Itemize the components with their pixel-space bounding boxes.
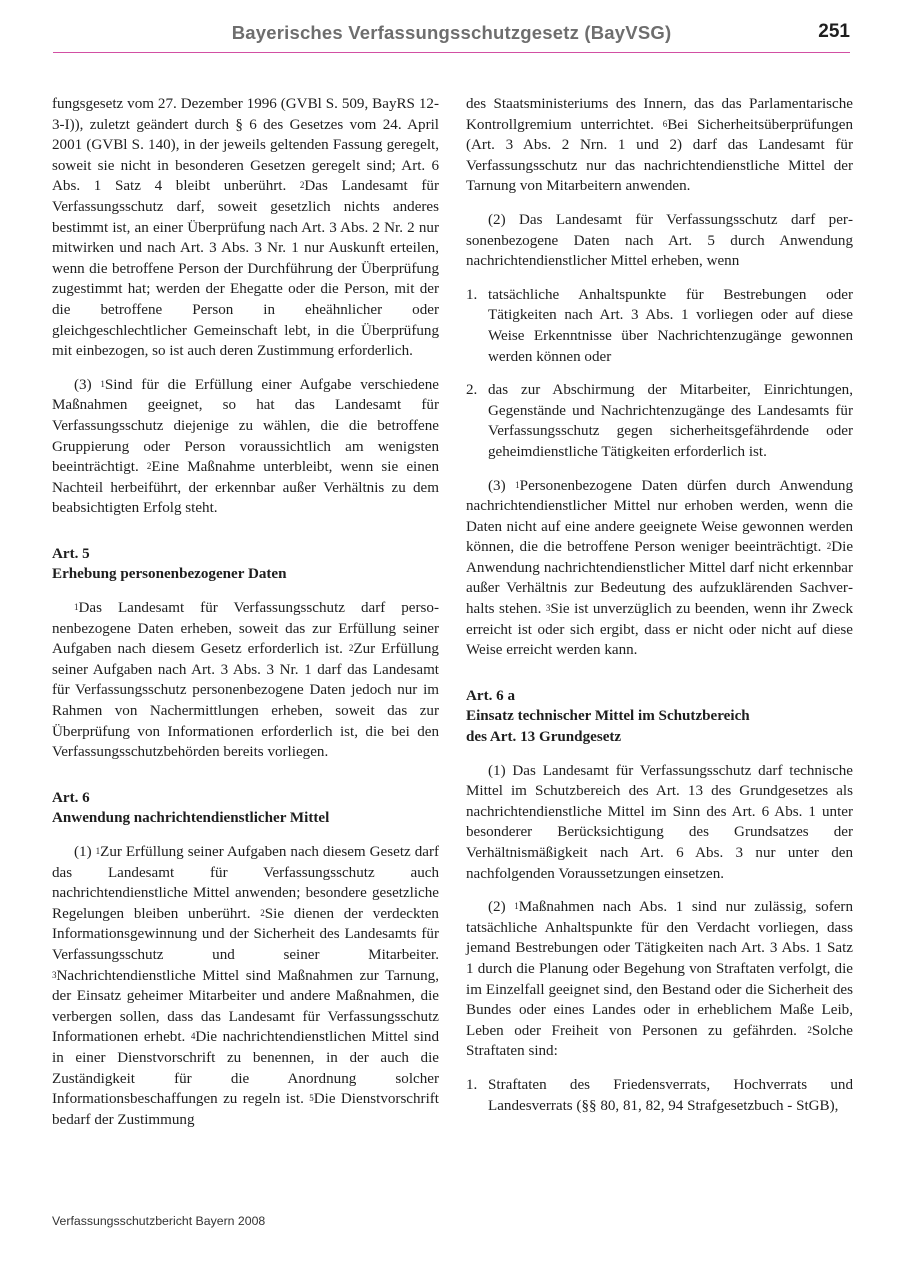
sentence-number: 2 <box>826 541 832 552</box>
art6-paragraph-3 <box>466 476 853 661</box>
art6a-paragraph-1: (1) Das Landesamt für Verfassungsschutz darf technische Mittel im Schutzbereich des Art. 13 des Grundgesetzes als nachrichtendienstliche Mittel im Sinn des Art. 6 Abs. 1 unter besonderer Berücksichtigung des Grundsatzes der Verhältnismäßigkeit nach Art. 6 Abs. 3 nur unter den nachfolgenden Voraussetzungen einsetzen. <box>466 762 853 882</box>
page-footer: Verfassungsschutzbericht Bayern 2008 <box>52 1214 266 1228</box>
sentence: Nachrichtendienstliche Mittel sind Maßnahmen zur Tarnung, der Einsatz geheimer Mitarbeiter und andere Maßnahmen, die verbergen sollen, dass das Landesamt für Verfassungsschutz Informationen erhebt. <box>52 967 439 1046</box>
conditions-list <box>466 285 853 463</box>
article-heading-art6 <box>52 788 439 829</box>
article-title: Erhebung personenbezogener Daten <box>52 566 287 583</box>
page-number: 251 <box>818 21 850 42</box>
sentence-number: 1 <box>95 846 101 856</box>
article-heading-art6a <box>466 686 853 748</box>
sentence-number: 2 <box>146 461 152 472</box>
article-heading-art5 <box>52 544 439 585</box>
sentence: Sind für die Erfüllung einer Aufgabe verschiedene Maßnahmen geeignet, so hat das Landesamt für Verfassungsschutz diejenige zu wählen, die die betroffene Gruppierung oder Person voraussichtlich am wenigsten beeinträchtigt. <box>52 376 439 476</box>
article-number: Art. 6 a <box>466 687 516 704</box>
list-item <box>466 285 853 367</box>
sentence: Die nachrichtendienstlichen Mittel sind in einer Dienstvorschrift zu benennen, in der auch die Zuständigkeit für die Anordnung solcher Informationsbeschaffungen zu regeln ist. <box>52 1029 439 1108</box>
art5-paragraph <box>52 598 439 763</box>
left-column <box>52 94 439 1130</box>
article-number: Art. 5 <box>52 545 90 562</box>
sentence-number: 3 <box>52 969 57 980</box>
sentence: Zur Erfüllung seiner Aufgaben nach Art. 3 Abs. 3 Nr. 1 darf das Landesamt für Verfassungsschutz personenbezogene Daten jedoch nur im Rahmen von Nachermittlungen erheben, soweit das zur Überprüfung von Informationen erforderlich ist, die bei den Verfassungsschutzbehörden bereits vorliegen. <box>52 641 439 761</box>
sentence: Die Anwendung nachrichtendienstlicher Mittel darf nicht erkennbar außer Verhältnis zur Bedeutung des aufzuklärenden Sachverhalts stehen. <box>466 539 854 618</box>
list-item <box>466 380 853 462</box>
sentence-number: 1 <box>74 602 79 613</box>
running-header-title: Bayerisches Verfassungsschutzgesetz (BayVSG) <box>231 22 672 43</box>
sentence: Das Landesamt für Verfassungsschutz darf personenbezogene Daten erheben, soweit das zur Erfüllung seiner Aufgaben nach diesem Gesetz erforderlich ist. <box>52 600 439 658</box>
sentence-number: 3 <box>545 603 551 614</box>
list-item <box>466 1075 853 1116</box>
paragraph-continuation <box>466 94 853 197</box>
sentence-number: 2 <box>299 180 305 191</box>
sentence-number: 4 <box>190 1031 196 1042</box>
paragraph-marker: (3) <box>488 477 516 494</box>
sentence: Personenbezogene Daten dürfen durch Anwendung nachrichtendienstlicher Mittel nur erhoben werden, wenn die Daten nicht auf eine andere geeignete Weise gewonnen werden können, die die betroffene Person weniger beeinträchtigt. <box>466 477 853 556</box>
article-title: Anwendung nachrichtendienstlicher Mittel <box>52 810 330 827</box>
sentence: Das Landesamt für Verfassungsschutz darf, soweit gesetzlich nichts anderes bestimmt ist, an einer Überprüfung nach Art. 3 Abs. 2 Nr. 2 nur mitwirken und nach Art. 3 Abs. 3 Nr. 1 nur Auskunft erteilen, wenn die betroffene Person der Durchführung der Überprüfung zugestimmt hat; werden der Ehegatte oder die Person, mit der die betroffene Person in eheähnlicher oder gleichgeschlechtlicher Gemeinschaft lebt, in die Überprüfung mit einbezogen, so ist auch deren Zustimmung erforderlich. <box>52 178 439 360</box>
paragraph-marker: (1) <box>74 844 96 860</box>
sentence: Die Dienstvorschrift bedarf der Zustimmung <box>52 1091 439 1128</box>
sentence-number: 2 <box>260 907 265 918</box>
right-column <box>466 94 853 1116</box>
art6a-paragraph-2 <box>466 897 853 1062</box>
list-text: tatsächliche Anhaltspunkte für Bestrebungen oder Tätigkeiten nach Art. 3 Abs. 1 vorliegen oder auf diese Weise Erkenntnisse über Nachrichtenzugänge gewonnen werden können oder <box>488 286 853 365</box>
sentence: Zur Erfüllung seiner Aufgaben nach diesem Gesetz darf das Landesamt für Verfassungsschutz auch nachrichtendienstliche Mittel anwenden; besondere gesetzliche Regelungen bleiben unberührt. <box>52 844 439 922</box>
running-header <box>53 18 850 53</box>
sentence: fungsgesetz vom 27. Dezember 1996 (GVBl S. 509, BayRS 12-3-I)), zuletzt geändert durch § 6 des Gesetzes vom 24. April 2001 (GVBl S. 140), in der jeweils geltenden Fassung geregelt, soweit sie nicht in besonderen Gesetzen geregelt sind; Art. 6 Abs. 1 Satz 4 bleibt unberührt. <box>52 96 439 195</box>
art6-paragraph-2: (2) Das Landesamt für Verfassungsschutz darf personenbezogene Daten nach Art. 5 durch Anwendung nachrichtendienstlicher Mittel erheben, wenn <box>466 211 853 270</box>
sentence: Sie dienen der verdeckten Informationsgewinnung und der Sicherheit des Landesamts für Verfassungsschutz und seiner Mitarbeiter. <box>52 905 439 963</box>
sentence-number: 6 <box>662 118 668 129</box>
article-title: Einsatz technischer Mittel im Schutzbereich <box>466 708 750 725</box>
article-number: Art. 6 <box>52 789 90 806</box>
sentence: Solche Straftaten sind: <box>466 1022 853 1060</box>
list-number: 2. <box>466 382 478 399</box>
offences-list <box>466 1075 853 1116</box>
sentence-number: 5 <box>309 1093 314 1104</box>
sentence: Sie ist unverzüglich zu beenden, wenn ihr Zweck erreicht ist oder sich ergibt, dass er nicht oder nicht auf diese Weise erreicht werden kann. <box>466 601 853 659</box>
paragraph-continuation <box>52 94 439 362</box>
sentence-number: 2 <box>348 643 354 654</box>
list-number: 1. <box>466 286 478 303</box>
paragraph-marker: (2) <box>488 899 515 916</box>
sentence-number: 2 <box>807 1024 812 1035</box>
sentence-number: 1 <box>100 378 105 389</box>
article-title: des Art. 13 Grundgesetz <box>466 729 622 746</box>
list-number: 1. <box>466 1076 478 1093</box>
sentence-number: 1 <box>515 479 520 490</box>
art6-paragraph-1 <box>52 842 439 1130</box>
list-text: das zur Abschirmung der Mitarbeiter, Einrichtungen, Gegenstände und Nachrichtenzugänge des Landesamts für Verfassungsschutz gegen sicherheitsgefährdende oder geheimdienstliche Tätigkeiten erforderlich ist. <box>488 382 853 460</box>
sentence: Eine Maßnahme unterbleibt, wenn sie einen Nachteil herbeiführt, der erkennbar außer Verhältnis zu dem beabsichtigten Erfolg steht. <box>52 459 440 517</box>
sentence: Maßnahmen nach Abs. 1 sind nur zulässig, sofern tatsächliche Anhaltspunkte für den Verdacht vorliegen, dass jemand Bestrebungen oder Tätigkeiten nach Art. 3 Abs. 1 Satz 1 durch die Planung oder Begehung von Straftaten verfolgt, die im Einzelfall geeignet sind, den Bestand oder die Sicherheit des Bundes oder eines Landes oder in erheblichem Maße Leib, Leben oder Freiheit von Personen zu gefährden. <box>466 899 853 1039</box>
sentence-number: 1 <box>514 901 519 912</box>
sentence: Bei Sicherheitsüberprüfungen (Art. 3 Abs. 2 Nrn. 1 und 2) darf das Landesamt für Verfassungsschutz nur das nachrichtendienstliche Mittel der Tarnung von Mitarbeitern anwenden. <box>466 116 853 195</box>
paragraph-3 <box>52 375 439 519</box>
list-text: Straftaten des Friedensverrats, Hochverrats und Landesverrats (§§ 80, 81, 82, 94 Strafgesetzbuch - StGB), <box>488 1076 853 1114</box>
paragraph-marker: (3) <box>74 376 101 393</box>
sentence: des Staatsministeriums des Innern, das das Parlamentarische Kontrollgremium unterrichtet. <box>466 96 853 133</box>
